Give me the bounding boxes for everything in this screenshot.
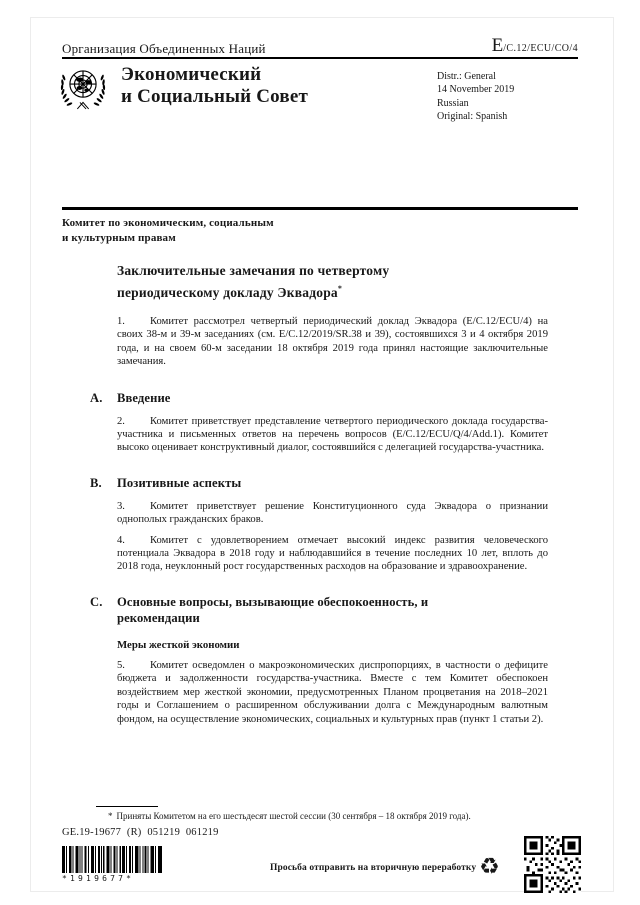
barcode — [62, 846, 162, 883]
section-b-heading — [90, 475, 548, 491]
paragraph-number: 4. — [117, 534, 125, 546]
council-title-line2: и Социальный Совет — [121, 86, 309, 107]
distr-line: Distr.: General — [437, 71, 496, 82]
section-title: Позитивные аспекты — [117, 475, 242, 490]
footnote-text: Приняты Комитетом на его шестьдесят шестой сессии (30 сентября – 18 октября 2019 года). — [116, 811, 471, 821]
language-line: Russian — [437, 97, 469, 109]
document-title-line1: Заключительные замечания по четвертому — [117, 263, 390, 278]
paragraph-3 — [117, 500, 548, 527]
section-title: Основные вопросы, вызывающие обеспокоенность, и рекомендации — [117, 594, 429, 625]
paragraph-text: Комитет осведомлен о макроэкономических диспропорциях, в частности о дефиците бюджета и задолженности государства-участника. Вместе с тем Комитет обеспокоен воздействием мер жесткой экономии, предусмотренных Планом процветания на 2018–2021 годы и Соглашением о расширенном обслуживании долга с Международным валютным фондом, на осуществление экономических, социальных и культурных прав (пункт 1 статьи 2). — [117, 659, 548, 725]
section-letter: C. — [90, 594, 103, 609]
org-name: Организация Объединенных Наций — [62, 41, 266, 56]
recycle-icon: ♻ — [479, 854, 500, 880]
paragraph-number: 3. — [117, 500, 125, 512]
paragraph-text: Комитет приветствует представление четвертого периодического доклада государства-участника и письменных ответов на перечень вопросов (E/C.12/ECU/Q/4/Add.1). Комитет высоко оценивает конструктивный диалог, состоявшийся с делегацией государства-участника. — [117, 415, 548, 454]
recycle-row — [270, 856, 500, 879]
document-title-line2: периодическому докладу Эквадора* — [117, 283, 343, 300]
section-letter: A. — [90, 390, 103, 405]
section-c-heading — [90, 594, 548, 626]
paragraph-number: 2. — [117, 415, 125, 427]
subsection-heading: Меры жесткой экономии — [117, 638, 240, 651]
council-title — [121, 64, 308, 108]
paragraph-2 — [117, 415, 548, 455]
council-title-line1: Экономический — [121, 64, 262, 85]
document-symbol — [492, 35, 578, 57]
recycle-note: Просьба отправить на вторичную переработку — [270, 862, 477, 873]
barcode-bars — [62, 846, 162, 873]
paragraph-4 — [117, 534, 548, 574]
paragraph-text: Комитет рассмотрел четвертый периодический доклад Эквадора (E/C.12/ECU/4) на своих 38-м и 39-м заседаниях (см. E/C.12/2019/SR.38 и 39), состоявшихся 3 и 4 октября 2019 года, и на своем 60-м заседании 18 октября 2019 года принял настоящие заключительные замечания. — [117, 316, 548, 368]
header-thin-rule — [62, 57, 578, 59]
ge-number: GE.19-19677 (R) 051219 061219 — [62, 827, 219, 838]
header-top-row — [62, 35, 578, 57]
footnote — [96, 811, 548, 822]
title-footnote-marker: * — [337, 283, 343, 293]
document-symbol-minor: /C.12/ECU/CO/4 — [503, 43, 578, 54]
qr-code — [524, 836, 581, 893]
footnote-marker: * — [108, 811, 113, 821]
paragraph-1 — [117, 315, 548, 369]
footnote-separator-rule — [96, 806, 158, 807]
paragraph-5 — [117, 659, 548, 726]
paragraph-number: 5. — [117, 659, 125, 671]
distribution-block — [437, 70, 514, 124]
section-a-heading — [90, 390, 548, 406]
section-letter: B. — [90, 475, 102, 490]
document-symbol-major: E — [491, 35, 504, 56]
paragraph-text: Комитет приветствует решение Конституционного суда Эквадора о признании однополых гражданских браков. — [117, 500, 548, 526]
paragraph-number: 1. — [117, 316, 125, 327]
original-language-line: Original: Spanish — [437, 111, 508, 123]
header-thick-rule — [62, 207, 578, 210]
paragraph-text: Комитет с удовлетворением отмечает высокий индекс развития человеческого потенциала Эквадора в 2018 году и наблюдавшийся в течение последних 10 лет, вплоть до 2018 года, неуклонный рост государственных расходов на образование и здравоохранение. — [117, 534, 548, 573]
committee-name-line1: Комитет по экономическим, социальным — [62, 217, 274, 229]
document-body — [90, 262, 548, 726]
date-line: 14 November 2019 — [437, 84, 515, 96]
committee-name — [62, 216, 274, 245]
committee-name-line2: и культурным правам — [62, 231, 176, 244]
document-title — [117, 262, 548, 301]
barcode-text: *1919677* — [62, 874, 135, 883]
section-title: Введение — [117, 390, 171, 405]
un-emblem-icon — [59, 63, 107, 113]
